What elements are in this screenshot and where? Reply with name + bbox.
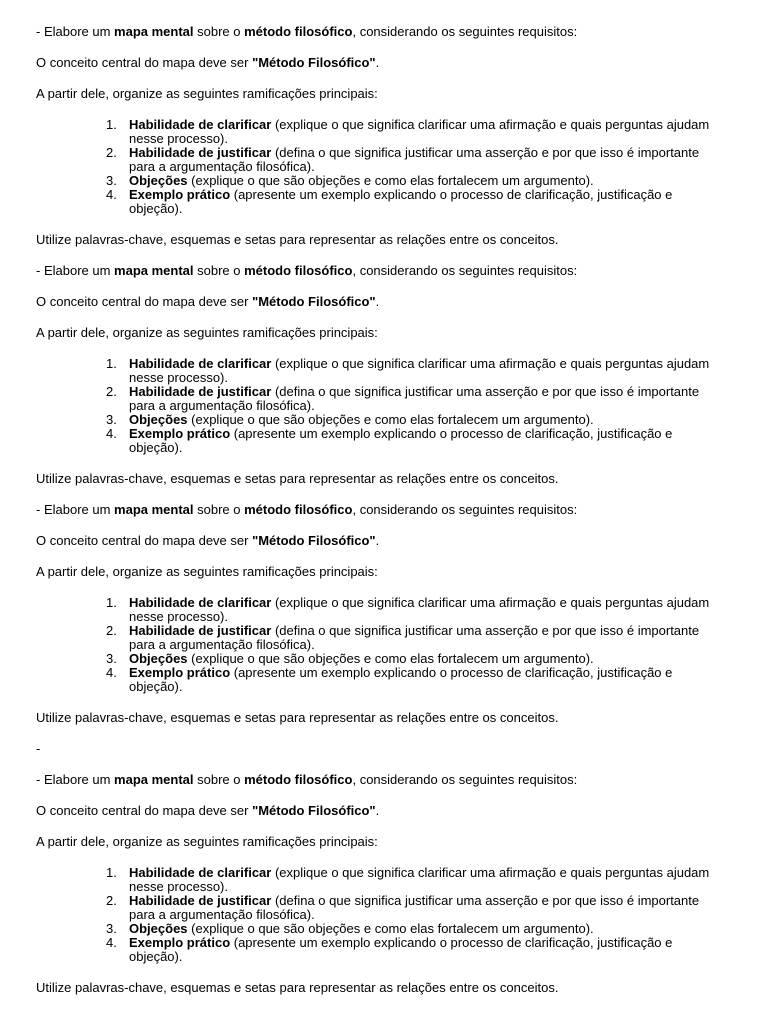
list-item-title: Habilidade de justificar: [129, 893, 272, 908]
instruction-block: [36, 773, 732, 995]
intro-text: - Elabore um: [36, 772, 115, 787]
list-item-title: Habilidade de clarificar: [129, 595, 272, 610]
instruction-block: [36, 503, 732, 725]
list-item-title: Exemplo prático: [129, 187, 231, 202]
list-number: 3.: [106, 921, 117, 936]
central-concept-paragraph: [36, 56, 732, 70]
list-item: [36, 922, 732, 936]
list-item-text: (apresente um exemplo explicando o processo de clarificação, justificação e objeção).: [129, 426, 673, 455]
list-item-text: (explique o que são objeções e como elas fortalecem um argumento).: [187, 173, 594, 188]
list-item-title: Exemplo prático: [129, 426, 231, 441]
list-number: 2.: [106, 145, 117, 160]
list-number: 1.: [106, 117, 117, 132]
central-concept-bold: "Método Filosófico": [252, 294, 376, 309]
intro-text: , considerando os seguintes requisitos:: [352, 502, 578, 517]
closing-paragraph: Utilize palavras-chave, esquemas e setas para representar as relações entre os conceitos.: [36, 471, 559, 486]
intro-text: , considerando os seguintes requisitos:: [352, 263, 578, 278]
list-item-text: (defina o que significa justificar uma asserção e por que isso é importante para a argumentação filosófica).: [129, 893, 700, 922]
list-number: 2.: [106, 623, 117, 638]
list-item: [36, 894, 732, 922]
central-concept-bold: "Método Filosófico": [252, 803, 376, 818]
intro-paragraph: [36, 25, 732, 39]
central-concept-bold: "Método Filosófico": [252, 55, 376, 70]
list-item: [36, 596, 732, 624]
central-text: O conceito central do mapa deve ser: [36, 294, 253, 309]
list-item-text: (defina o que significa justificar uma asserção e por que isso é importante para a argumentação filosófica).: [129, 145, 700, 174]
list-item-text: (apresente um exemplo explicando o processo de clarificação, justificação e objeção).: [129, 187, 673, 216]
list-item-text: (explique o que significa clarificar uma afirmação e quais perguntas ajudam nesse processo).: [129, 117, 710, 146]
list-item: [36, 413, 732, 427]
list-item-title: Habilidade de justificar: [129, 145, 272, 160]
branches-list: [36, 118, 732, 216]
branches-list: [36, 866, 732, 964]
list-item: [36, 652, 732, 666]
list-item: [36, 174, 732, 188]
branches-intro: A partir dele, organize as seguintes ramificações principais:: [36, 86, 378, 101]
list-item-text: (explique o que significa clarificar uma afirmação e quais perguntas ajudam nesse processo).: [129, 356, 710, 385]
branches-list: [36, 357, 732, 455]
list-item-title: Habilidade de justificar: [129, 384, 272, 399]
central-text: .: [375, 55, 380, 70]
central-text: O conceito central do mapa deve ser: [36, 803, 253, 818]
intro-paragraph: [36, 773, 732, 787]
list-item-title: Exemplo prático: [129, 935, 231, 950]
intro-bold-metodo: método filosófico: [244, 263, 353, 278]
list-item-title: Objeções: [129, 651, 188, 666]
list-item-text: (apresente um exemplo explicando o processo de clarificação, justificação e objeção).: [129, 935, 673, 964]
list-item-text: (explique o que significa clarificar uma afirmação e quais perguntas ajudam nesse processo).: [129, 595, 710, 624]
intro-bold-metodo: método filosófico: [244, 24, 353, 39]
intro-text: sobre o: [193, 24, 245, 39]
intro-paragraph: [36, 264, 732, 278]
list-number: 3.: [106, 173, 117, 188]
central-text: .: [375, 294, 380, 309]
instruction-block: [36, 25, 732, 247]
list-number: 1.: [106, 356, 117, 371]
list-item-text: (explique o que são objeções e como elas fortalecem um argumento).: [187, 921, 594, 936]
intro-bold-metodo: método filosófico: [244, 772, 353, 787]
list-number: 4.: [106, 665, 117, 680]
list-item: [36, 385, 732, 413]
list-item-text: (explique o que são objeções e como elas fortalecem um argumento).: [187, 412, 594, 427]
central-concept-paragraph: [36, 804, 732, 818]
list-number: 4.: [106, 426, 117, 441]
closing-paragraph: Utilize palavras-chave, esquemas e setas para representar as relações entre os conceitos.: [36, 710, 559, 725]
list-item-text: (defina o que significa justificar uma asserção e por que isso é importante para a argumentação filosófica).: [129, 623, 700, 652]
list-number: 4.: [106, 187, 117, 202]
intro-bold-mapa-mental: mapa mental: [114, 24, 194, 39]
central-text: O conceito central do mapa deve ser: [36, 533, 253, 548]
intro-text: sobre o: [193, 263, 245, 278]
list-number: 2.: [106, 893, 117, 908]
list-item: [36, 146, 732, 174]
intro-text: sobre o: [193, 772, 245, 787]
intro-text: - Elabore um: [36, 502, 115, 517]
list-item-title: Exemplo prático: [129, 665, 231, 680]
list-item: [36, 936, 732, 964]
list-item-title: Habilidade de justificar: [129, 623, 272, 638]
list-item-title: Habilidade de clarificar: [129, 117, 272, 132]
list-item: [36, 188, 732, 216]
central-text: .: [375, 533, 380, 548]
list-number: 3.: [106, 651, 117, 666]
list-item-text: (apresente um exemplo explicando o processo de clarificação, justificação e objeção).: [129, 665, 673, 694]
intro-text: , considerando os seguintes requisitos:: [352, 24, 578, 39]
list-item: [36, 118, 732, 146]
list-item-title: Objeções: [129, 921, 188, 936]
list-number: 1.: [106, 865, 117, 880]
list-number: 4.: [106, 935, 117, 950]
list-item: [36, 866, 732, 894]
intro-bold-metodo: método filosófico: [244, 502, 353, 517]
list-number: 2.: [106, 384, 117, 399]
list-item-title: Objeções: [129, 173, 188, 188]
list-item: [36, 666, 732, 694]
intro-text: - Elabore um: [36, 24, 115, 39]
list-item-title: Habilidade de clarificar: [129, 865, 272, 880]
intro-bold-mapa-mental: mapa mental: [114, 263, 194, 278]
list-item-title: Objeções: [129, 412, 188, 427]
list-number: 3.: [106, 412, 117, 427]
list-item-text: (explique o que são objeções e como elas fortalecem um argumento).: [187, 651, 594, 666]
closing-paragraph: Utilize palavras-chave, esquemas e setas para representar as relações entre os conceitos.: [36, 980, 559, 995]
list-item: [36, 624, 732, 652]
branches-intro: A partir dele, organize as seguintes ramificações principais:: [36, 325, 378, 340]
intro-bold-mapa-mental: mapa mental: [114, 502, 194, 517]
branches-list: [36, 596, 732, 694]
list-item-text: (defina o que significa justificar uma asserção e por que isso é importante para a argumentação filosófica).: [129, 384, 700, 413]
intro-text: , considerando os seguintes requisitos:: [352, 772, 578, 787]
list-item-text: (explique o que significa clarificar uma afirmação e quais perguntas ajudam nesse processo).: [129, 865, 710, 894]
central-text: .: [375, 803, 380, 818]
lone-dash: -: [36, 741, 41, 756]
central-concept-paragraph: [36, 534, 732, 548]
list-number: 1.: [106, 595, 117, 610]
closing-paragraph: Utilize palavras-chave, esquemas e setas para representar as relações entre os conceitos.: [36, 232, 559, 247]
central-concept-bold: "Método Filosófico": [252, 533, 376, 548]
intro-paragraph: [36, 503, 732, 517]
intro-bold-mapa-mental: mapa mental: [114, 772, 194, 787]
branches-intro: A partir dele, organize as seguintes ramificações principais:: [36, 564, 378, 579]
central-text: O conceito central do mapa deve ser: [36, 55, 253, 70]
list-item-title: Habilidade de clarificar: [129, 356, 272, 371]
intro-text: - Elabore um: [36, 263, 115, 278]
branches-intro: A partir dele, organize as seguintes ramificações principais:: [36, 834, 378, 849]
list-item: [36, 357, 732, 385]
intro-text: sobre o: [193, 502, 245, 517]
instruction-block: [36, 264, 732, 486]
list-item: [36, 427, 732, 455]
central-concept-paragraph: [36, 295, 732, 309]
